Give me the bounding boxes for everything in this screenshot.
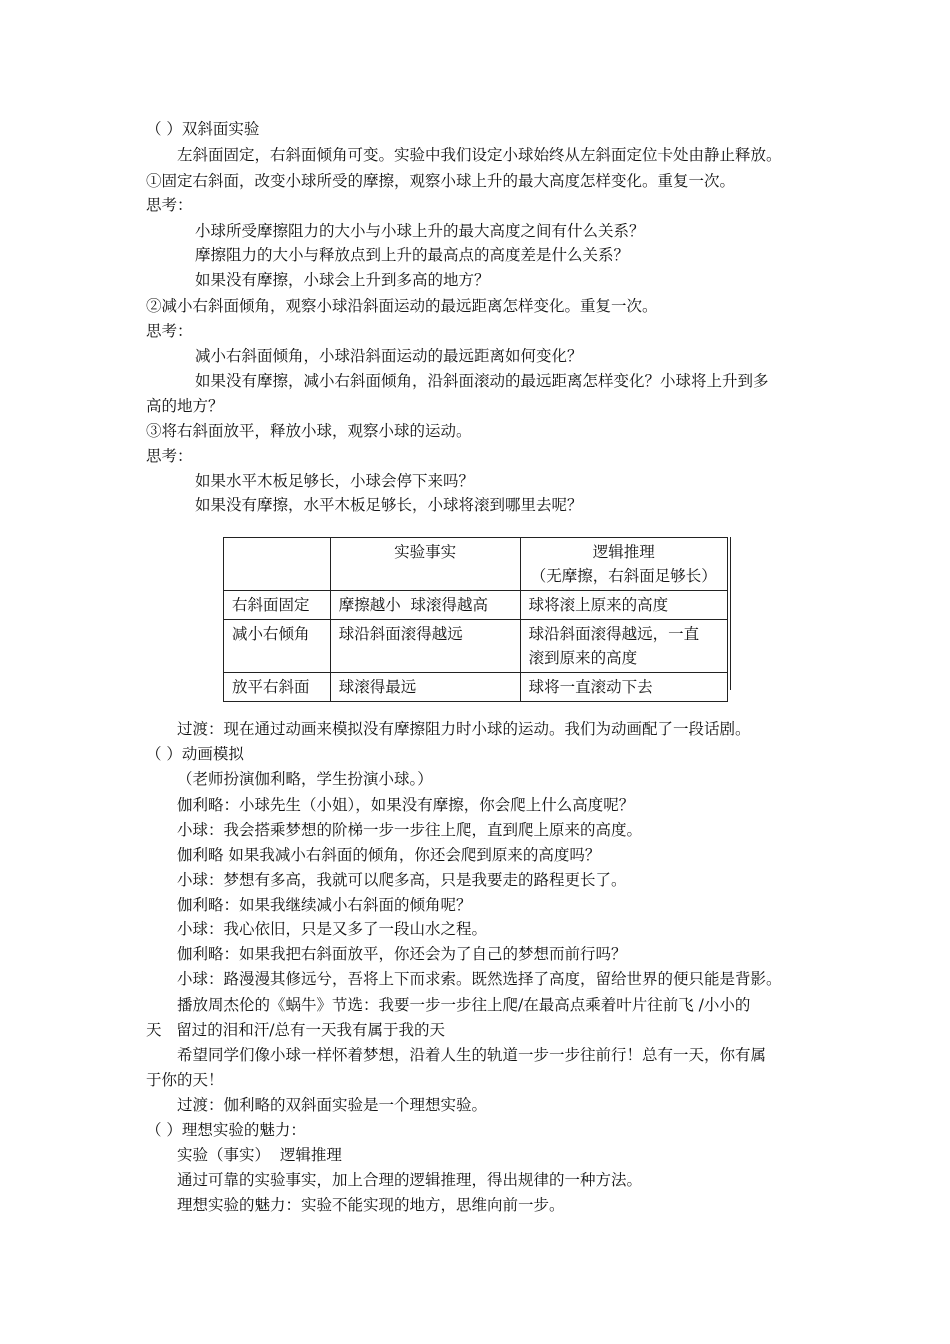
table-row-reason-line2: 滚到原来的高度 — [528, 649, 638, 667]
dialogue-line: 小球：我会搭乘梦想的阶梯一步一步往上爬，直到爬上原来的高度。 — [177, 821, 643, 839]
dialogue-line: 伽利略：如果我继续减小右斜面的倾角呢？ — [177, 896, 472, 914]
table-header-reason-line2: （无摩擦，右斜面足够长） — [530, 567, 717, 585]
table-header-reason — [520, 538, 727, 591]
section2-heading: （ ）动画模拟 — [146, 745, 244, 763]
dialogue-line: 小球：梦想有多高，我就可以爬多高，只是我要走的路程更长了。 — [177, 871, 627, 889]
think2-q2-line1: 如果没有摩擦，减小右斜面倾角，沿斜面滚动的最远距离怎样变化？小球将上升到多 — [195, 372, 769, 390]
table-row — [224, 620, 728, 673]
think2-label: 思考： — [146, 322, 193, 340]
table-row — [224, 591, 728, 620]
table-row-reason-line1: 球沿斜面滚得越远，一直 — [528, 625, 700, 643]
dialogue-line: 小球：我心依旧，只是又多了一段山水之程。 — [177, 920, 488, 938]
section3-heading: （ ）理想实验的魅力： — [146, 1121, 306, 1139]
song-line2: 天 留过的泪和汗/总有一天我有属于我的天 — [146, 1021, 446, 1039]
experiment-table — [223, 537, 728, 702]
table-header-fact: 实验事实 — [330, 538, 520, 591]
song-line1: 播放周杰伦的《蜗牛》节选：我要一步一步往上爬/在最高点乘着叶片往前飞 /小小的 — [177, 996, 751, 1014]
think2-q2-line2: 高的地方？ — [146, 397, 224, 415]
section3-line2: 通过可靠的实验事实，加上合理的逻辑推理，得出规律的一种方法。 — [177, 1171, 643, 1189]
step2-text: ②减小右斜面倾角，观察小球沿斜面运动的最远距离怎样变化。重复一次。 — [146, 297, 658, 315]
think1-q3: 如果没有摩擦，小球会上升到多高的地方？ — [195, 271, 490, 289]
think1-label: 思考： — [146, 196, 193, 214]
table-row-label: 右斜面固定 — [224, 591, 331, 620]
think3-label: 思考： — [146, 447, 193, 465]
section3-line3: 理想实验的魅力：实验不能实现的地方，思维向前一步。 — [177, 1196, 565, 1214]
table-row-reason-line1: 球将一直滚动下去 — [528, 678, 653, 696]
table-header-empty — [224, 538, 331, 591]
think2-q1: 减小右斜面倾角，小球沿斜面运动的最远距离如何变化？ — [195, 347, 583, 365]
section1-heading: （ ）双斜面实验 — [146, 120, 260, 138]
table-right-double-border — [730, 537, 731, 690]
table-row-fact: 球沿斜面滚得越远 — [330, 620, 520, 673]
dialogue-line: 伽利略：如果我把右斜面放平，你还会为了自己的梦想而前行吗？ — [177, 945, 627, 963]
think3-q2: 如果没有摩擦，水平木板足够长，小球将滚到哪里去呢？ — [195, 496, 583, 514]
section1-intro: 左斜面固定，右斜面倾角可变。实验中我们设定小球始终从左斜面定位卡处由静止释放。 — [177, 146, 782, 164]
think1-q2: 摩擦阻力的大小与释放点到上升的最高点的高度差是什么关系？ — [195, 246, 630, 264]
table-row — [224, 673, 728, 702]
step1-text: ①固定右斜面，改变小球所受的摩擦，观察小球上升的最大高度怎样变化。重复一次。 — [146, 172, 736, 190]
table-row-label: 减小右倾角 — [224, 620, 331, 673]
wish-line2: 于你的天！ — [146, 1071, 224, 1089]
table-row-reason — [520, 591, 727, 620]
think3-q1: 如果水平木板足够长，小球会停下来吗？ — [195, 472, 475, 490]
dialogue-line: 伽利略：小球先生（小姐），如果没有摩擦，你会爬上什么高度呢？ — [177, 796, 635, 814]
dialogue-line: 小球：路漫漫其修远兮，吾将上下而求索。既然选择了高度，留给世界的便只能是背影。 — [177, 970, 782, 988]
table-header-reason-line1: 逻辑推理 — [592, 543, 655, 561]
table-row-fact: 球滚得最远 — [330, 673, 520, 702]
wish-line1: 希望同学们像小球一样怀着梦想，沿着人生的轨道一步一步往前行！总有一天，你有属 — [177, 1046, 767, 1064]
table-header-row — [224, 538, 728, 591]
table-row-reason-line1: 球将滚上原来的高度 — [528, 596, 669, 614]
transition2-text: 过渡：伽利略的双斜面实验是一个理想实验。 — [177, 1096, 488, 1114]
table-row-label: 放平右斜面 — [224, 673, 331, 702]
section3-line1: 实验（事实） 逻辑推理 — [177, 1146, 342, 1164]
dialogue-line: 伽利略 如果我减小右斜面的倾角，你还会爬到原来的高度吗？ — [177, 846, 601, 864]
transition1-text: 过渡：现在通过动画来模拟没有摩擦阻力时小球的运动。我们为动画配了一段话剧。 — [177, 720, 751, 738]
table-row-reason — [520, 673, 727, 702]
step3-text: ③将右斜面放平，释放小球，观察小球的运动。 — [146, 422, 472, 440]
dialogue-line: （老师扮演伽利略，学生扮演小球。） — [177, 770, 433, 788]
table-row-reason — [520, 620, 727, 673]
think1-q1: 小球所受摩擦阻力的大小与小球上升的最大高度之间有什么关系？ — [195, 222, 645, 240]
table-row-fact: 摩擦越小 球滚得越高 — [330, 591, 520, 620]
